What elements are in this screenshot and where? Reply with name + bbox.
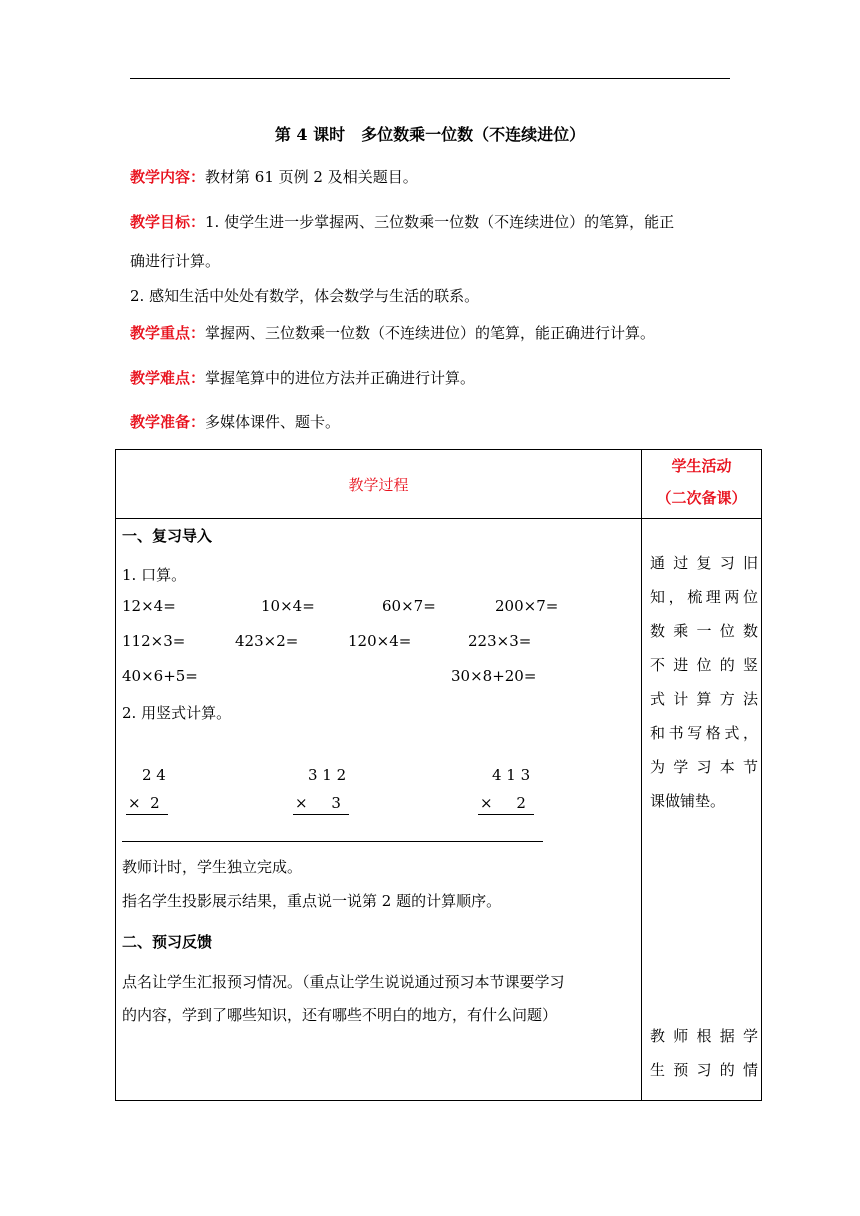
side1-line: 知，梳理两位 (650, 588, 758, 606)
oral-r1-c3: 60×7= (382, 597, 436, 615)
oral-r1-c1: 12×4= (122, 597, 176, 615)
vertical-3-bottom: × 2 (480, 794, 526, 812)
oral-r1-c2: 10×4= (261, 597, 315, 615)
content-text: 教材第 61 页例 2 及相关题目。 (205, 168, 418, 186)
difficulty-text: 掌握笔算中的进位方法并正确进行计算。 (205, 369, 476, 387)
prep-text: 多媒体课件、题卡。 (205, 413, 341, 431)
teaching-prep (130, 411, 340, 432)
teaching-goal (130, 211, 674, 232)
side1-line: 通过复习旧 (650, 554, 758, 572)
side1-line: 课做铺垫。 (650, 792, 726, 810)
side1-line: 数乘一位数 (650, 622, 758, 640)
oral-r3-c1: 40×6+5= (122, 667, 198, 685)
oral-r2-c3: 120×4= (348, 632, 412, 650)
activity-cell (642, 519, 762, 1101)
teaching-difficulty (130, 367, 475, 388)
vertical-1-top: 2 4 (142, 766, 166, 784)
section1-title: 一、复习导入 (122, 527, 213, 545)
header-activity-2: （二次备课） (656, 489, 747, 507)
prep-label: 教学准备： (130, 413, 206, 431)
teaching-key (130, 322, 655, 343)
header-activity-cell (642, 450, 762, 519)
note-2: 指名学生投影展示结果，重点说一说第 2 题的计算顺序。 (122, 892, 502, 910)
key-text: 掌握两、三位数乘一位数（不连续进位）的笔算，能正确进行计算。 (205, 324, 656, 342)
activity-note-preview (650, 1019, 758, 1087)
header-process-cell (116, 450, 642, 519)
oral-r3-c2: 30×8+20= (451, 667, 537, 685)
content-label: 教学内容： (130, 168, 206, 186)
header-process: 教学过程 (348, 475, 409, 494)
top-rule (130, 78, 730, 79)
note-1: 教师计时，学生独立完成。 (122, 858, 303, 876)
vertical-2-bottom: × 3 (295, 794, 341, 812)
vertical-1-underline (126, 814, 168, 815)
teaching-content (130, 166, 418, 187)
oral-label: 1. 口算。 (122, 566, 187, 584)
vertical-3-top: 4 1 3 (492, 766, 531, 784)
lesson-table (115, 449, 762, 1101)
goal-label: 教学目标： (130, 213, 206, 231)
activity-note-review (650, 546, 758, 818)
vertical-1-bottom: × 2 (128, 794, 160, 812)
page-title: 第 4 课时 多位数乘一位数（不连续进位） (274, 125, 586, 144)
divider-line (122, 841, 543, 842)
oral-r1-c4: 200×7= (495, 597, 559, 615)
header-activity-1: 学生活动 (671, 457, 732, 475)
goal-text-1: 1. 使学生进一步掌握两、三位数乘一位数（不连续进位）的笔算，能正 (205, 213, 675, 231)
feedback-2: 的内容，学到了哪些知识，还有哪些不明白的地方，有什么问题） (122, 1006, 558, 1024)
vertical-2-top: 3 1 2 (308, 766, 347, 784)
oral-r2-c4: 223×3= (468, 632, 532, 650)
side1-line: 式计算方法 (650, 690, 758, 708)
process-cell (116, 519, 642, 1101)
vertical-3-underline (478, 814, 534, 815)
side1-line: 不进位的竖 (650, 656, 758, 674)
oral-r2-c1: 112×3= (122, 632, 186, 650)
goal-text-2: 确进行计算。 (130, 252, 221, 270)
vertical-2-underline (293, 814, 349, 815)
goal-text-3: 2. 感知生活中处处有数学，体会数学与生活的联系。 (130, 287, 480, 305)
vertical-label: 2. 用竖式计算。 (122, 704, 232, 722)
key-label: 教学重点： (130, 324, 206, 342)
side1-line: 为学习本节 (650, 758, 758, 776)
side2-line: 教师根据学 (650, 1027, 758, 1045)
oral-r2-c2: 423×2= (235, 632, 299, 650)
side2-line: 生预习的情 (650, 1061, 758, 1079)
side1-line: 和书写格式， (650, 724, 758, 742)
feedback-1: 点名让学生汇报预习情况。（重点让学生说说通过预习本节课要学习 (122, 973, 565, 991)
difficulty-label: 教学难点： (130, 369, 206, 387)
section2-title: 二、预习反馈 (122, 933, 213, 951)
